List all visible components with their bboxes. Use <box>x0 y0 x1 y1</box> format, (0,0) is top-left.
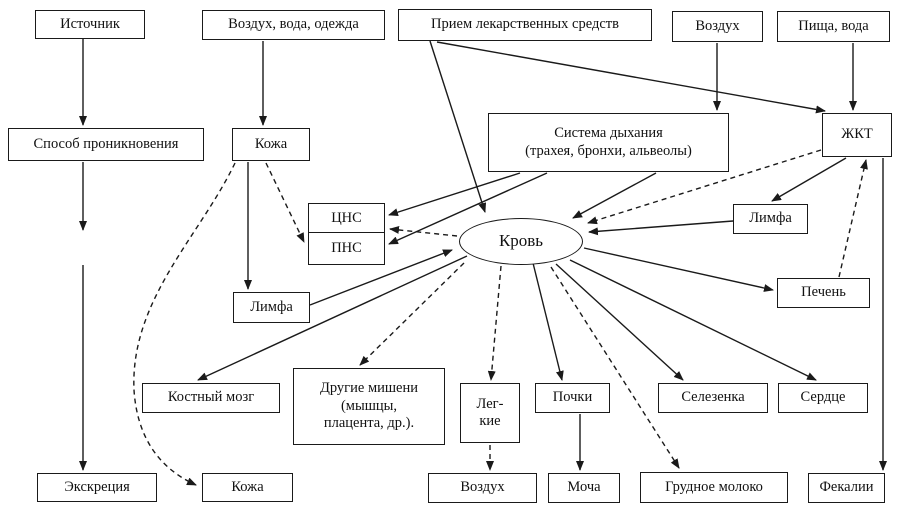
node-grudnoe-moloko-label: Грудное молоко <box>665 478 763 495</box>
node-legkie-line1: Лег- <box>476 395 504 412</box>
node-kostny-mozg <box>142 383 280 413</box>
node-fekalii-label: Фекалии <box>819 479 874 496</box>
edge-krov-selezenka <box>556 264 683 380</box>
edge-pechen-zhkt <box>839 160 866 277</box>
node-legkie <box>460 383 520 443</box>
node-limfa-right-label: Лимфа <box>749 210 792 227</box>
node-pischa-voda <box>777 11 890 42</box>
node-sposob-proniknoveniya-label: Способ проникновения <box>33 135 179 152</box>
node-drugie-misheni-line1: Другие мишени <box>319 380 419 397</box>
node-ekskretsiya-label: Экскреция <box>64 478 130 495</box>
edge-kozha-kozha-excr <box>134 163 235 485</box>
node-vozduh-bottom <box>428 473 537 503</box>
node-mocha <box>548 473 620 503</box>
node-serdtse <box>778 383 868 413</box>
node-pechen-label: Печень <box>801 284 846 301</box>
node-serdtse-label: Сердце <box>800 389 846 406</box>
node-limfa-left-label: Лимфа <box>250 298 293 315</box>
node-pochki-label: Почки <box>552 389 593 406</box>
node-ekskretsiya <box>37 473 157 502</box>
node-sistema-dyhaniya-line1: Система дыхания <box>554 125 663 142</box>
node-sistema-dyhaniya-line2: (трахея, бронхи, альвеолы) <box>525 142 692 159</box>
node-selezenka <box>658 383 768 413</box>
node-limfa-left <box>233 292 310 323</box>
node-vozduh-top-label: Воздух <box>695 17 740 34</box>
node-mocha-label: Моча <box>567 479 601 496</box>
edge-limfa-zhkt-krov <box>589 221 733 232</box>
node-istochnik-label: Источник <box>60 15 120 32</box>
node-krov-label: Кровь <box>498 231 544 251</box>
node-vozduh-bottom-label: Воздух <box>460 479 505 496</box>
node-tsns-label: ЦНС <box>331 209 362 226</box>
node-pischa-voda-label: Пища, вода <box>798 17 869 34</box>
node-vozduh-top <box>672 11 763 42</box>
node-zhkt <box>822 113 892 157</box>
node-priem-lekarstv <box>398 9 652 41</box>
edge-krov-pochki <box>533 263 562 380</box>
node-priem-lekarstv-label: Прием лекарственных средств <box>431 16 619 33</box>
edge-krov-drugie-misheni <box>360 263 464 365</box>
edge-kozha-pns <box>266 163 304 242</box>
node-kozha-top-label: Кожа <box>254 135 288 152</box>
node-kozha-top <box>232 128 310 161</box>
node-drugie-misheni-line2: (мышцы, <box>340 397 398 414</box>
node-fekalii <box>808 473 885 503</box>
node-vozduh-voda-odezhda <box>202 10 385 40</box>
edge-zhkt-limfa <box>772 158 846 201</box>
node-pechen <box>777 278 870 308</box>
node-krov <box>459 218 583 265</box>
node-sposob-proniknoveniya <box>8 128 204 161</box>
node-pns <box>308 232 385 265</box>
edge-sistema-krov <box>573 173 656 218</box>
node-grudnoe-moloko <box>640 472 788 503</box>
node-vozduh-voda-odezhda-label: Воздух, вода, одежда <box>228 16 359 33</box>
node-istochnik <box>35 10 145 39</box>
node-kostny-mozg-label: Костный мозг <box>167 389 255 406</box>
node-legkie-line2: кие <box>479 413 501 429</box>
edge-krov-legkie <box>491 266 501 380</box>
node-drugie-misheni <box>293 368 445 445</box>
node-kozha-bottom-label: Кожа <box>231 478 264 495</box>
node-tsns <box>308 203 385 234</box>
node-pochki <box>535 383 610 413</box>
node-pns-label: ПНС <box>331 239 362 256</box>
edge-krov-pechen <box>584 248 773 290</box>
node-selezenka-label: Селезенка <box>681 389 745 406</box>
node-kozha-bottom <box>202 473 293 502</box>
edge-krov-tsns-pns <box>390 229 457 236</box>
node-sistema-dyhaniya <box>488 113 729 172</box>
node-drugie-misheni-line3: плацента, др.). <box>323 415 415 432</box>
node-zhkt-label: ЖКТ <box>841 126 873 143</box>
node-limfa-right <box>733 204 808 234</box>
edge-krov-grudnoe-moloko <box>551 267 679 468</box>
edge-priem-zhkt <box>437 42 825 111</box>
